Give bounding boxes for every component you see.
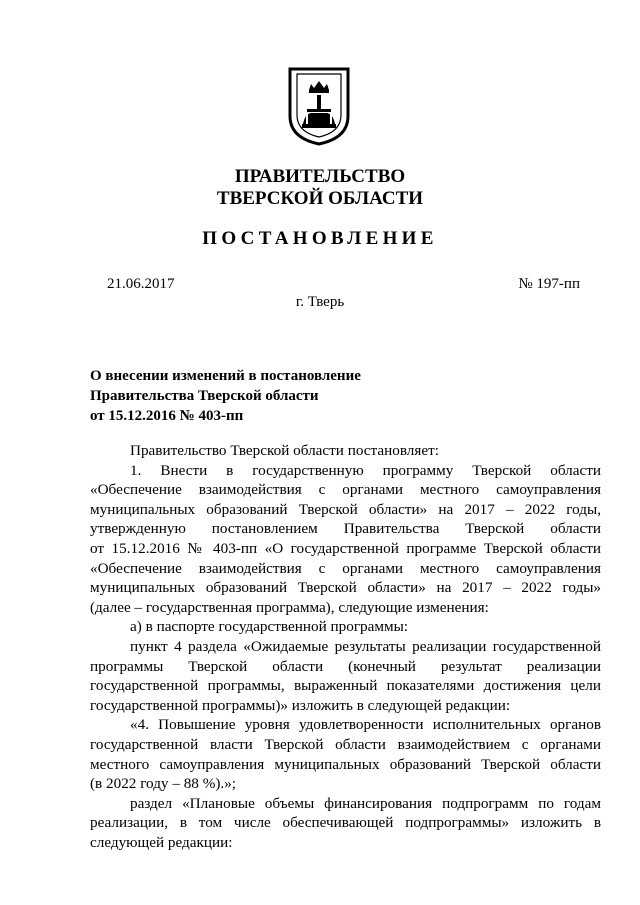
- p2-line4: государственной программы)» изложить в следующей редакции:: [90, 696, 511, 714]
- p3-line1: «4. Повышение уровня удовлетворенности исполнительных органов: [130, 716, 601, 734]
- p2-line2: программы Тверской области (конечный результат реализации: [90, 657, 601, 675]
- p3-line4: (в 2022 году – 88 %).»;: [90, 775, 237, 793]
- p4-line1: раздел «Плановые объемы финансирования подпрограмм по годам: [130, 794, 601, 812]
- p1-line1: 1. Внести в государственную программу Тверской области: [130, 461, 601, 479]
- document-date: 21.06.2017: [107, 276, 175, 292]
- document-number: № 197-пп: [518, 276, 580, 292]
- p1-line4: утвержденную постановлением Правительства Тверской области: [90, 520, 601, 538]
- p2-line1: пункт 4 раздела «Ожидаемые результаты реализации государственной: [130, 637, 601, 655]
- p1-line5: от 15.12.2016 № 403-пп «О государственной программе Тверской области: [90, 539, 601, 557]
- sub-item-a: а) в паспорте государственной программы:: [130, 618, 409, 636]
- p2-line3: государственной программы, выраженный показателями достижения цели: [90, 677, 601, 695]
- p4-line2: реализации, в том числе обеспечивающей подпрограммы» изложить в: [90, 814, 601, 832]
- document-city: г. Тверь: [295, 294, 345, 310]
- preamble: Правительство Тверской области постановляет:: [130, 442, 439, 459]
- p4-line3: следующей редакции:: [90, 833, 233, 851]
- p1-line7: муниципальных образований Тверской области» на 2017 – 2022 годы»: [90, 579, 601, 597]
- document-subject: [90, 366, 361, 426]
- government-title-line2: ТВЕРСКОЙ ОБЛАСТИ: [216, 188, 424, 209]
- p1-line3: муниципальных образований Тверской области» на 2017 – 2022 годы,: [90, 500, 601, 518]
- tver-coat-of-arms-icon: [287, 66, 351, 146]
- government-title: [0, 166, 640, 210]
- subject-line3: от 15.12.2016 № 403-пп: [90, 408, 244, 424]
- document-body: [90, 441, 601, 852]
- subject-line2: Правительства Тверской области: [90, 388, 319, 404]
- p1-line6: «Обеспечение взаимодействия с органами местного самоуправления: [90, 559, 601, 577]
- p3-line3: местного самоуправления муниципальных образований Тверской области: [90, 755, 601, 773]
- government-title-line1: ПРАВИТЕЛЬСТВО: [234, 166, 406, 187]
- p1-line8: (далее – государственная программа), следующие изменения:: [90, 598, 489, 616]
- p3-line2: государственной власти Тверской области взаимодействием с органами: [90, 735, 601, 753]
- document-type: ПОСТАНОВЛЕНИЕ: [202, 228, 438, 249]
- subject-line1: О внесении изменений в постановление: [90, 368, 361, 384]
- p1-line2: «Обеспечение взаимодействия с органами местного самоуправления: [90, 481, 601, 499]
